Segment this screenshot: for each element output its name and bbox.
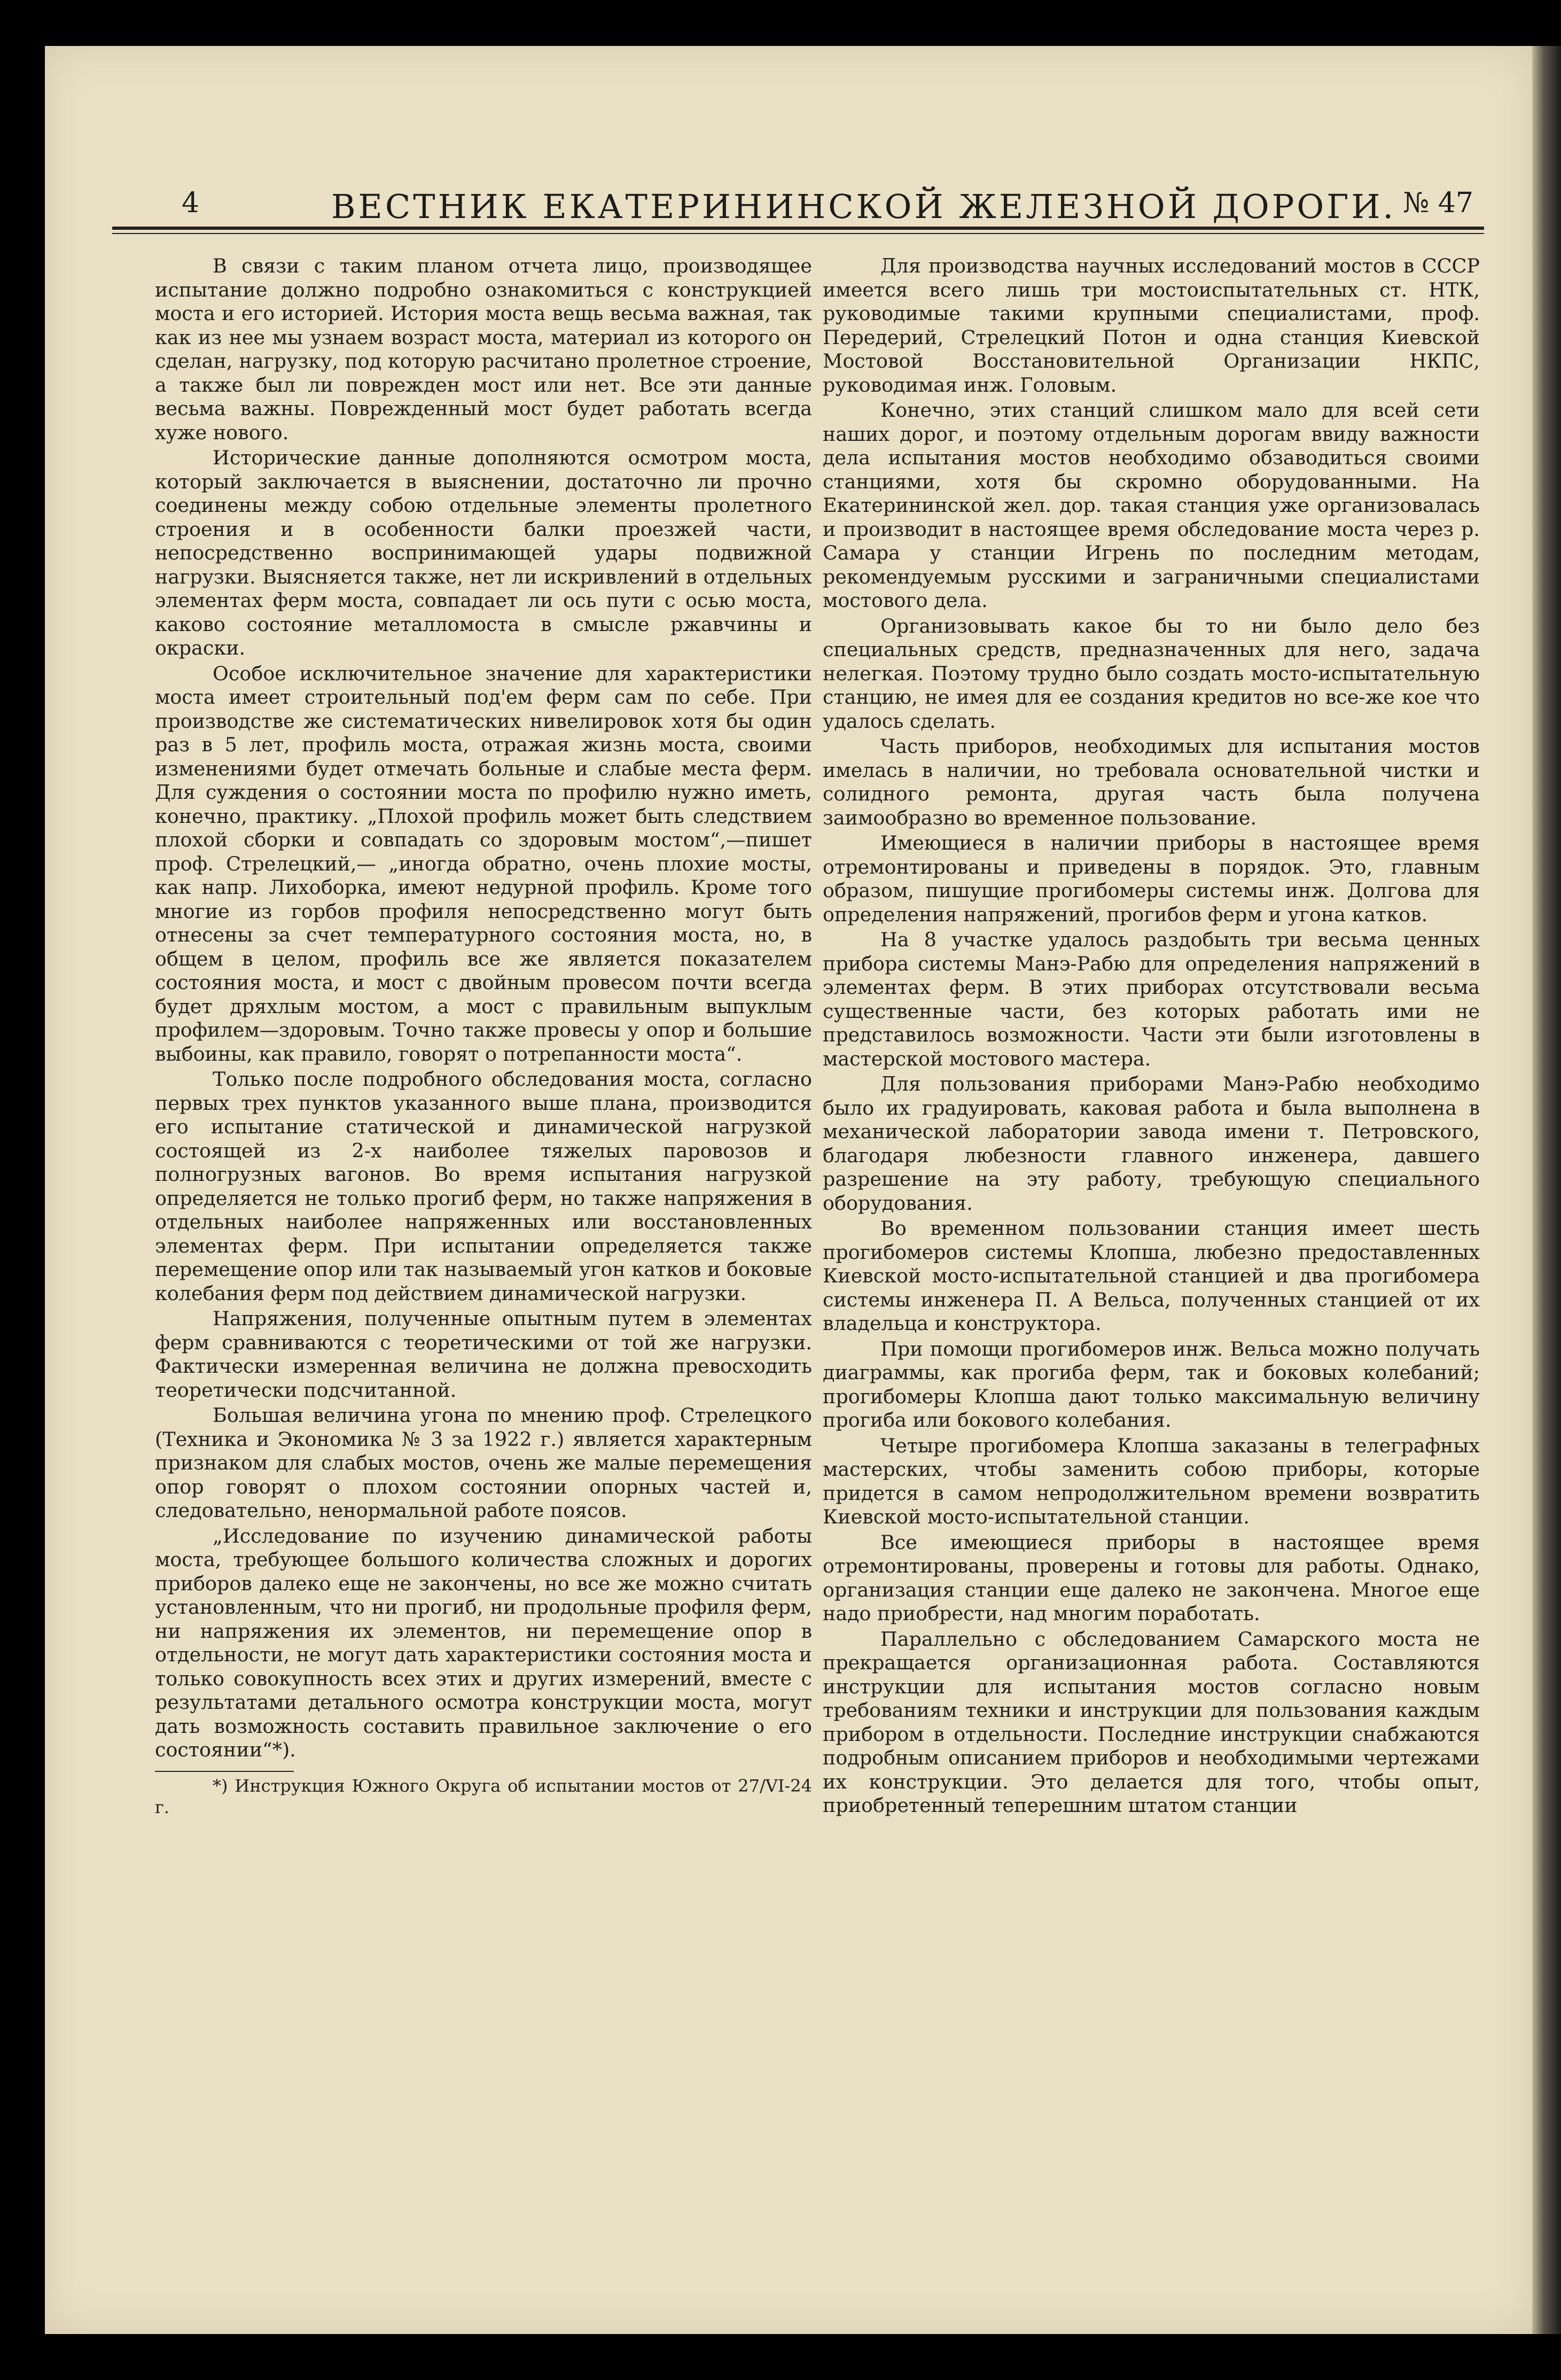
paragraph: Во временном пользовании станция имеет шесть прогибомеров системы Клопша, любезно предоставленных Киевской мосто-испытательной станцией и два прогибомера системы инженера П. А Вельса, полученных станцией от их владельца и конструктора. bbox=[823, 1217, 1480, 1335]
issue-number: № 47 bbox=[1403, 187, 1473, 219]
paragraph: Исторические данные дополняются осмотром моста, который заключается в выяснении, достаточно ли прочно соединены между собою отдельные элементы пролетного строения и в особенности балки проезжей части, непосредственно воспринимающей удары подвижной нагрузки. Выясняется также, нет ли искривлений в отдельных элементах ферм моста, совпадает ли ось пути с осью моста, каково состояние металломоста в смысле ржавчины и окраски. bbox=[155, 446, 812, 659]
paragraph: Часть приборов, необходимых для испытания мостов имелась в наличии, но требовала основательной чистки и солидного ремонта, другая часть была получена заимообразно во временное пользование. bbox=[823, 735, 1480, 829]
paragraph: Параллельно с обследованием Самарского моста не прекращается организационная работа. Составляются инструкции для испытания мостов согласно новым требованиям техники и инструкции для пользования каждым прибором в отдельности. Последние инструкции снабжаются подробным описанием приборов и необходимыми чертежами их конструкции. Это делается для того, чтобы опыт, приобретенный теперешним штатом станции bbox=[823, 1627, 1480, 1817]
paragraph: Большая величина угона по мнению проф. Стрелецкого (Техника и Экономика № 3 за 1922 г.) является характерным признаком для слабых мостов, очень же малые перемещения опор говорят о плохом состоянии опорных частей и, следовательно, ненормальной работе поясов. bbox=[155, 1404, 812, 1522]
paragraph: На 8 участке удалось раздобыть три весьма ценных прибора системы Манэ-Рабю для определения напряжений в элементах ферм. В этих приборах отсутствовали весьма существенные части, без которых работать ими не представилось возможности. Части эти были изготовлены в мастерской мостового мастера. bbox=[823, 928, 1480, 1070]
paragraph: „Исследование по изучению динамической работы моста, требующее большого количества сложных и дорогих приборов далеко еще не закончены, но все же можно считать установленным, что ни прогиб, ни продольные профиля ферм, ни напряжения их элементов, ни перемещение опор в отдельности, не могут дать характеристики состояния моста и только совокупность всех этих и других измерений, вместе с результатами детального осмотра конструкции моста, могут дать возможность составить правильное заключение о его состоянии“*). bbox=[155, 1524, 812, 1761]
paragraph: Особое исключительное значение для характеристики моста имеет строительный под'ем ферм сам по себе. При производстве же систематических нивелировок хотя бы один раз в 5 лет, профиль моста, отражая жизнь моста, своими изменениями будет отмечать больные и слабые места ферм. Для суждения о состоянии моста по профилю нужно иметь, конечно, практику. „Плохой профиль может быть следствием плохой сборки и совпадать со здоровым мостом“,—пишет проф. Стрелецкий,— „иногда обратно, очень плохие мосты, как напр. Лихоборка, имеют недурной профиль. Кроме того многие из горбов профиля непосредственно могут быть отнесены за счет температурного состояния моста, но, в общем в целом, профиль все же является показателем состояния моста, и мост с двойным провесом почти всегда будет дряхлым мостом, а мост с правильным выпуклым профилем—здоровым. Точно также провесы у опор и большие выбоины, как правило, говорят о потрепанности моста“. bbox=[155, 662, 812, 1065]
journal-title: ВЕСТНИК ЕКАТЕРИНИНСКОЙ ЖЕЛЕЗНОЙ ДОРОГИ. bbox=[331, 187, 1396, 226]
paragraph: Все имеющиеся приборы в настоящее время отремонтированы, проверены и готовы для работы. Однако, организация станции еще далеко не закончена. Многое еще надо приобрести, над многим поработать. bbox=[823, 1530, 1480, 1625]
paragraph: Напряжения, полученные опытным путем в элементах ферм сравниваются с теоретическими от той же нагрузки. Фактически измеренная величина не должна превосходить теоретически подсчитанной. bbox=[155, 1307, 812, 1402]
paragraph: Имеющиеся в наличии приборы в настоящее время отремонтированы и приведены в порядок. Это, главным образом, пишущие прогибомеры системы инж. Долгова для определения напряжений, прогибов ферм и угона катков. bbox=[823, 831, 1480, 926]
paragraph: Для производства научных исследований мостов в СССР имеется всего лишь три мостоиспытательных ст. НТК, руководимые такими крупными специалистами, проф. Передерий, Стрелецкий Потон и одна станция Киевской Мостовой Восстановительной Организации НКПС, руководимая инж. Головым. bbox=[823, 254, 1480, 396]
page-number: 4 bbox=[182, 187, 200, 219]
paragraph: Организовывать какое бы то ни было дело без специальных средств, предназначенных для него, задача нелегкая. Поэтому трудно было создать мосто-испытательную станцию, не имея для ее создания кредитов но все-же кое что удалось сделать. bbox=[823, 614, 1480, 733]
page-header bbox=[112, 187, 1484, 230]
paragraph: Четыре прогибомера Клопша заказаны в телеграфных мастерских, чтобы заменить собою приборы, которые придется в самом непродолжительном времени возвратить Киевской мосто-испытательной станции. bbox=[823, 1434, 1480, 1528]
left-column bbox=[155, 254, 812, 1819]
header-rule bbox=[112, 227, 1484, 230]
header-rule-thin bbox=[112, 233, 1484, 234]
right-column bbox=[823, 254, 1480, 1819]
footnote-divider bbox=[155, 1771, 294, 1772]
paragraph: Для пользования приборами Манэ-Рабю необходимо было их градуировать, каковая работа и была выполнена в механической лаборатории завода имени т. Петровского, благодаря любезности главного инженера, давшего разрешение на эту работу, требующую специального оборудования. bbox=[823, 1072, 1480, 1215]
paragraph: При помощи прогибомеров инж. Вельса можно получать диаграммы, как прогиба ферм, так и боковых колебаний; прогибомеры Клопша дают только максимальную величину прогиба или бокового колебания. bbox=[823, 1337, 1480, 1432]
paragraph: В связи с таким планом отчета лицо, производящее испытание должно подробно ознакомиться с конструкцией моста и его историей. История моста вещь весьма важная, так как из нее мы узнаем возраст моста, материал из которого он сделан, нагрузку, под которую расчитано пролетное строение, а также был ли поврежден мост или нет. Все эти данные весьма важны. Поврежденный мост будет работать всегда хуже нового. bbox=[155, 254, 812, 444]
paragraph: Только после подробного обследования моста, согласно первых трех пунктов указанного выше плана, производится его испытание статической и динамической нагрузкой состоящей из 2-х наиболее тяжелых паровозов и полногрузных вагонов. Во время испытания нагрузкой определяется не только прогиб ферм, но также напряжения в отдельных наиболее напряженных или восстановленных элементах ферм. При испытании определяется также перемещение опор или так называемый угон катков и боковые колебания ферм под действием динамической нагрузки. bbox=[155, 1068, 812, 1305]
page-edge bbox=[1532, 46, 1561, 2334]
footnote: *) Инструкция Южного Округа об испытании мостов от 27/VI-24 г. bbox=[155, 1775, 812, 1817]
paragraph: Конечно, этих станций слишком мало для всей сети наших дорог, и поэтому отдельным дорогам ввиду важности дела испытания мостов необходимо обзаводиться своими станциями, хотя бы скромно оборудованными. На Екатерининской жел. дор. такая станция уже организовалась и производит в настоящее время обследование моста через р. Самара у станции Игрень по последним методам, рекомендуемым русскими и заграничными специалистами мостового дела. bbox=[823, 399, 1480, 612]
